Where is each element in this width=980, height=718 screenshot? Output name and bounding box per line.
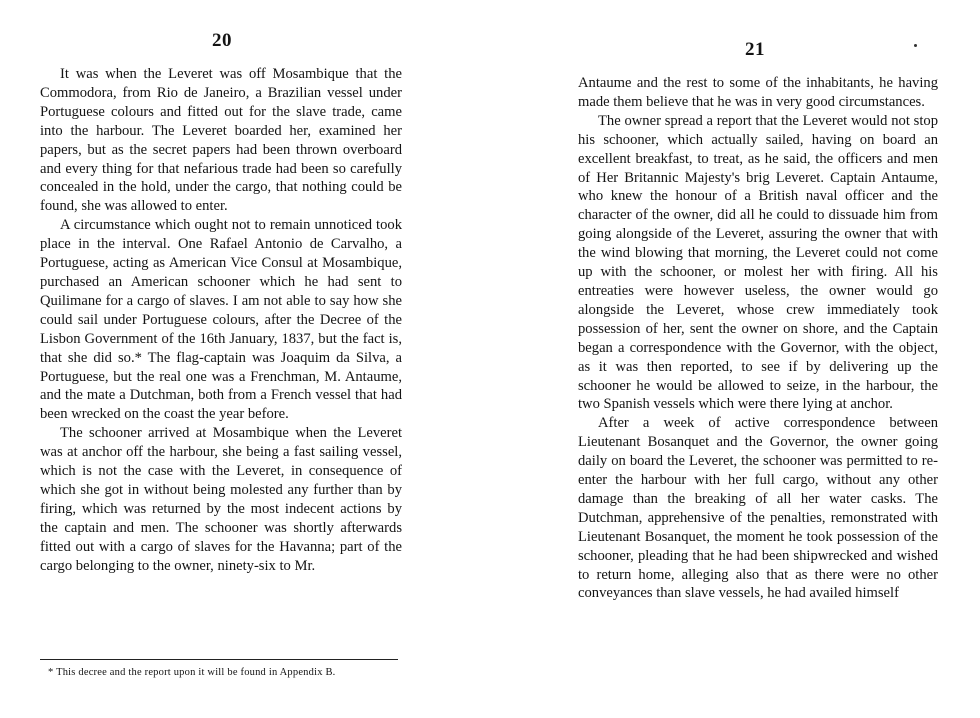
paragraph: It was when the Leveret was off Mosambique that the Commodora, from Rio de Janeiro, a Brazilian vessel under Portuguese colours and fitted out for the slave trade, came into the harbour. The Leveret boarded her, examined her papers, but as the secret papers had been thrown overboard and every thing for that nefarious trade had been so carefully concealed in the hold, under the cargo, that nothing could be found, she was allowed to enter.	[40, 66, 402, 215]
left-page	[0, 0, 470, 718]
page-number: 20	[212, 30, 232, 51]
footnote-rule	[40, 659, 398, 660]
page-text	[578, 74, 938, 603]
paragraph-continuation: Antaume and the rest to some of the inhabitants, he having made them believe that he was in very good circumstances.	[578, 75, 938, 110]
paragraph: The schooner arrived at Mosambique when the Leveret was at anchor off the harbour, she being a fast sailing vessel, which is not the case with the Leveret, in consequence of which she got in without being molested any further than by firing, which was returned by the most indecent actions by the captain and men. The schooner was shortly afterwards fitted out with a cargo of slaves for the Havanna; part of the cargo belonging to the owner, ninety-six to Mr.	[40, 425, 402, 574]
right-page	[490, 0, 980, 718]
print-speck	[914, 44, 917, 47]
page-number: 21	[745, 39, 765, 60]
paragraph: After a week of active correspondence between Lieutenant Bosanquet and the Governor, the owner going daily on board the Leveret, the schooner was permitted to re-enter the harbour with her full cargo, without any other damage than the breaking of all her water casks. The Dutchman, apprehensive of the penalties, remonstrated with Lieutenant Bosanquet, the moment he took possession of the schooner, pleading that he had been shipwrecked and wished to return home, alleging also that as there were no other conveyances than slave vessels, he had availed himself	[578, 415, 938, 602]
paragraph: The owner spread a report that the Leveret would not stop his schooner, which actually sailed, having on board an excellent breakfast, to treat, as he said, the officers and men of Her Britannic Majesty's brig Leveret. Captain Antaume, who knew the honour of a British naval officer and the character of the owner, did all he could to dissuade him from going alongside of the Leveret, assuring the owner that with the wind blowing that morning, the Leveret could not come up with the schooner, or molest her with firing. All his entreaties were however useless, the owner would go alongside the Leveret, whose crew immediately took possession of her, sent the owner on shore, and the Captain began a correspondence with the Governor, with the object, as it was then reported, to see if by delivering up the schooner he would be allowed to seize, in the harbour, the two Spanish vessels which were there lying at anchor.	[578, 112, 938, 413]
paragraph: A circumstance which ought not to remain unnoticed took place in the interval. One Rafael Antonio de Carvalho, a Portuguese, acting as American Vice Consul at Mosambique, purchased an American schooner which he had sent to Quilimane for a cargo of slaves. I am not able to say how she could sail under Portuguese colours, after the Decree of the Lisbon Government of the 16th January, 1837, but the fact is, that she did so.* The flag-captain was Joaquim da Silva, a Portuguese, but the real one was a Frenchman, M. Antaume, and the mate a Dutchman, both from a French vessel that had been wrecked on the coast the year before.	[40, 217, 402, 423]
page-text	[40, 65, 402, 575]
footnote: * This decree and the report upon it will be found in Appendix B.	[48, 667, 336, 678]
